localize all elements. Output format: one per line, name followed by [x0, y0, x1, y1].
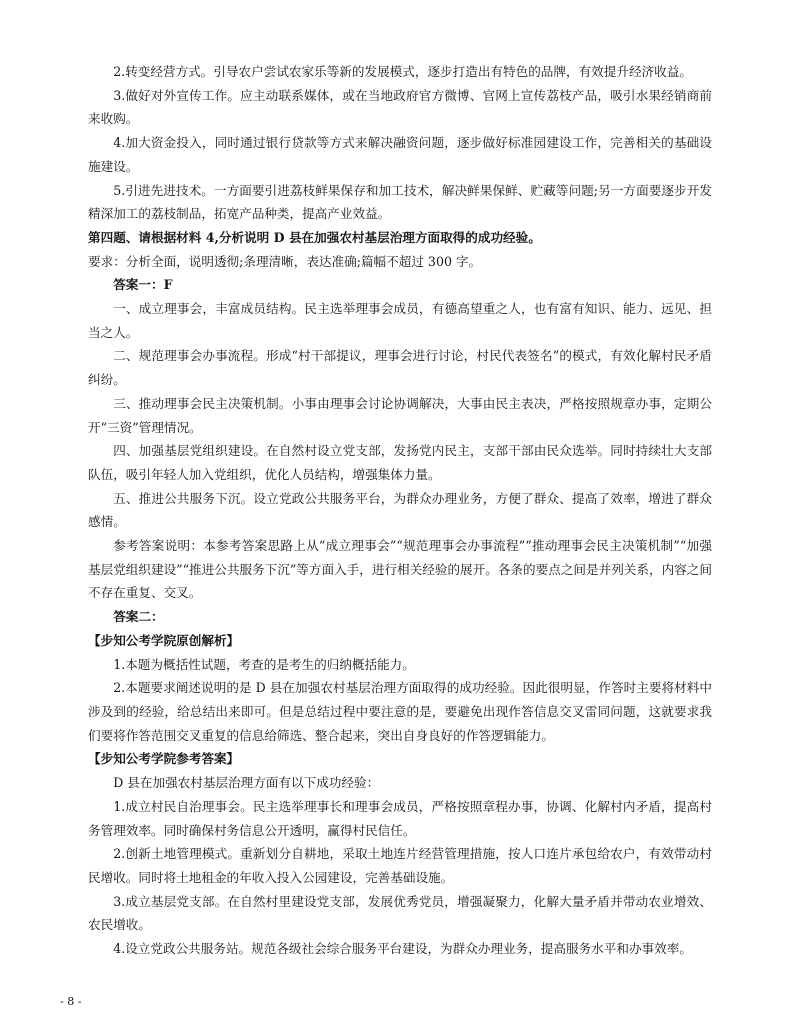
- question-title: 第四题、请根据材料 4,分析说明 D 县在加强农村基层治理方面取得的成功经验。: [88, 229, 541, 245]
- previous-answer-item: 4.加大资金投入，同时通过银行贷款等方式来解决融资问题，逐步做好标准园建设工作，完善相关的基础设施建设。: [88, 135, 712, 174]
- page-body: [88, 60, 712, 961]
- analysis-heading: 【步知公考学院原创解析】: [88, 632, 240, 648]
- question-requirement: 要求：分析全面，说明透彻;条理清晰，表达准确;篇幅不超过 300 字。: [88, 253, 482, 269]
- answer-one-point: 四、加强基层党组织建设。在自然村设立党支部，发扬党内民主，支部干部由民众选举。同时持续壮大支部队伍，吸引年轻人加入党组织，优化人员结构，增强集体力量。: [88, 443, 712, 482]
- analysis-item: 2.本题要求阐述说明的是 D 县在加强农村基层治理方面取得的成功经验。因此很明显，作答时主要将材料中涉及到的经验，给总结出来即可。但是总结过程中要注意的是，要避免出现作答信息交叉雷同问题，这就要求我们要将作答范围交叉重复的信息给筛选、整合起来，突出自身良好的作答逻辑能力。: [88, 680, 712, 743]
- reference-heading: 【步知公考学院参考答案】: [88, 751, 240, 767]
- answer-two-heading: 答案二：: [113, 609, 164, 625]
- reference-intro: D 县在加强农村基层治理方面有以下成功经验：: [113, 775, 380, 791]
- answer-one-point: 一、成立理事会，丰富成员结构。民主选举理事会成员，有德高望重之人，也有富有知识、能力、远见、担当之人。: [88, 301, 712, 340]
- answer-one-note: 参考答案说明：本参考答案思路上从“成立理事会”“规范理事会办事流程”“推动理事会民主决策机制”“加强基层党组织建设”“推进公共服务下沉”等方面入手，进行相关经验的展开。各条的要点之间是并列关系，内容之间不存在重复、交叉。: [88, 538, 712, 601]
- analysis-item: 1.本题为概括性试题，考查的是考生的归纳概括能力。: [113, 656, 415, 672]
- answer-one-point: 二、规范理事会办事流程。形成“村干部提议，理事会进行讨论，村民代表签名”的模式，有效化解村民矛盾纠纷。: [88, 348, 712, 388]
- reference-point: 3.成立基层党支部。在自然村里建设党支部，发展优秀党员，增强凝聚力，化解大量矛盾并带动农业增效、农民增收。: [88, 893, 712, 933]
- reference-point: 2.创新土地管理模式。重新划分自耕地，采取土地连片经营管理措施，按人口连片承包给农户，有效带动村民增收。同时将土地租金的年收入投入公园建设，完善基础设施。: [88, 846, 712, 885]
- answer-one-heading: 答案一：F: [113, 277, 173, 293]
- previous-answer-item: 5.引进先进技术。一方面要引进荔枝鲜果保存和加工技术，解决鲜果保鲜、贮藏等问题;另一方面要逐步开发精深加工的荔枝制品，拓宽产品种类，提高产业效益。: [88, 182, 712, 222]
- page-number: - 8 -: [60, 995, 82, 1008]
- answer-one-point: 三、推动理事会民主决策机制。小事由理事会讨论协调解决，大事由民主表决，严格按照规章办事，定期公开“三资”管理情况。: [88, 395, 712, 435]
- reference-point: 1.成立村民自治理事会。民主选举理事长和理事会成员，严格按照章程办事，协调、化解村内矛盾，提高村务管理效率。同时确保村务信息公开透明，赢得村民信任。: [88, 798, 712, 838]
- previous-answer-item: 3.做好对外宣传工作。应主动联系媒体，或在当地政府官方微博、官网上宣传荔枝产品，吸引水果经销商前来收购。: [88, 87, 712, 127]
- answer-one-point: 五、推进公共服务下沉。设立党政公共服务平台，为群众办理业务，方便了群众、提高了效率，增进了群众感情。: [88, 490, 712, 530]
- previous-answer-item: 2.转变经营方式。引导农户尝试农家乐等新的发展模式，逐步打造出有特色的品牌，有效提升经济收益。: [113, 64, 692, 79]
- reference-point: 4.设立党政公共服务站。规范各级社会综合服务平台建设，为群众办理业务，提高服务水平和办事效率。: [113, 941, 692, 957]
